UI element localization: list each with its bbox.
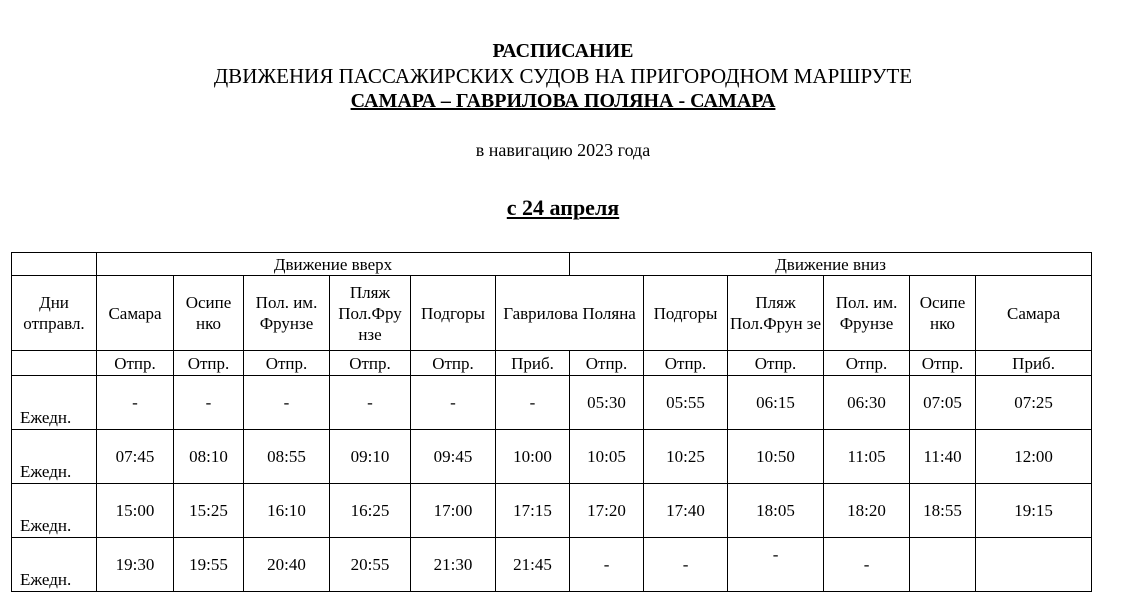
group-header-up: Движение вверх	[97, 253, 570, 276]
time-cell: 19:15	[976, 484, 1092, 538]
time-cell: 06:30	[824, 376, 910, 430]
stop-header: Пол. им. Фрунзе	[824, 276, 910, 351]
time-cell: 09:10	[330, 430, 411, 484]
time-cell: 15:00	[97, 484, 174, 538]
time-cell: -	[174, 376, 244, 430]
time-cell: 16:25	[330, 484, 411, 538]
time-cell	[976, 538, 1092, 592]
schedule-title: РАСПИСАНИЕ	[492, 40, 634, 62]
time-cell: 08:10	[174, 430, 244, 484]
time-cell: 18:20	[824, 484, 910, 538]
time-cell: 11:05	[824, 430, 910, 484]
action-header: Отпр.	[411, 351, 496, 376]
time-cell: -	[496, 376, 570, 430]
stop-header: Гаврилова Поляна	[496, 276, 644, 351]
action-header: Отпр.	[570, 351, 644, 376]
stop-header: Самара	[976, 276, 1092, 351]
action-header: Отпр.	[244, 351, 330, 376]
time-cell: 16:10	[244, 484, 330, 538]
time-cell: 06:15	[728, 376, 824, 430]
time-cell: -	[644, 538, 728, 592]
time-cell: 18:55	[910, 484, 976, 538]
time-cell: 12:00	[976, 430, 1092, 484]
stop-header: Пляж Пол.Фру нзе	[330, 276, 411, 351]
day-header: Дни отправл.	[12, 276, 97, 351]
time-cell-value: -	[772, 545, 779, 564]
action-header: Отпр.	[330, 351, 411, 376]
action-header: Отпр.	[174, 351, 244, 376]
schedule-row	[12, 430, 1092, 484]
stop-header: Самара	[97, 276, 174, 351]
time-cell: 07:45	[97, 430, 174, 484]
time-cell	[728, 538, 824, 592]
effective-date: с 24 апреля	[506, 195, 620, 220]
day-cell: Ежедн.	[12, 376, 97, 430]
time-cell: 15:25	[174, 484, 244, 538]
time-cell: 19:55	[174, 538, 244, 592]
time-cell: 07:25	[976, 376, 1092, 430]
action-header: Приб.	[496, 351, 570, 376]
time-cell	[910, 538, 976, 592]
time-cell: 17:40	[644, 484, 728, 538]
action-header-blank	[12, 351, 97, 376]
time-cell: 20:55	[330, 538, 411, 592]
stop-header: Пляж Пол.Фрун зе	[728, 276, 824, 351]
stop-header: Осипе нко	[910, 276, 976, 351]
action-header: Отпр.	[824, 351, 910, 376]
time-cell: -	[244, 376, 330, 430]
stop-header: Подгоры	[411, 276, 496, 351]
schedule-row	[12, 538, 1092, 592]
time-cell: 19:30	[97, 538, 174, 592]
schedule-row	[12, 376, 1092, 430]
time-cell: 18:05	[728, 484, 824, 538]
stop-header: Осипе нко	[174, 276, 244, 351]
time-cell: 08:55	[244, 430, 330, 484]
action-header: Отпр.	[97, 351, 174, 376]
time-cell: 10:00	[496, 430, 570, 484]
corner-cell	[12, 253, 97, 276]
time-cell: 17:20	[570, 484, 644, 538]
stop-header: Подгоры	[644, 276, 728, 351]
time-cell: 07:05	[910, 376, 976, 430]
group-header-down: Движение вниз	[570, 253, 1092, 276]
route-name: САМАРА – ГАВРИЛОВА ПОЛЯНА - САМАРА	[350, 90, 776, 112]
time-cell: 09:45	[411, 430, 496, 484]
time-cell: 10:50	[728, 430, 824, 484]
time-cell: 21:30	[411, 538, 496, 592]
time-cell: -	[824, 538, 910, 592]
time-cell: 20:40	[244, 538, 330, 592]
action-header: Отпр.	[644, 351, 728, 376]
stop-header: Пол. им. Фрунзе	[244, 276, 330, 351]
action-header: Отпр.	[910, 351, 976, 376]
schedule-table	[11, 252, 1092, 592]
action-header: Отпр.	[728, 351, 824, 376]
time-cell: 10:25	[644, 430, 728, 484]
time-cell: -	[330, 376, 411, 430]
day-cell: Ежедн.	[12, 484, 97, 538]
time-cell: 21:45	[496, 538, 570, 592]
time-cell: 17:15	[496, 484, 570, 538]
time-cell: -	[570, 538, 644, 592]
day-cell: Ежедн.	[12, 430, 97, 484]
time-cell: -	[411, 376, 496, 430]
schedule-subtitle: ДВИЖЕНИЯ ПАССАЖИРСКИХ СУДОВ НА ПРИГОРОДНОМ МАРШРУТЕ	[213, 64, 913, 88]
day-cell: Ежедн.	[12, 538, 97, 592]
action-header: Приб.	[976, 351, 1092, 376]
time-cell: 05:30	[570, 376, 644, 430]
time-cell: 17:00	[411, 484, 496, 538]
time-cell: -	[97, 376, 174, 430]
time-cell: 10:05	[570, 430, 644, 484]
time-cell: 11:40	[910, 430, 976, 484]
time-cell: 05:55	[644, 376, 728, 430]
navigation-season: в навигацию 2023 года	[475, 140, 651, 160]
schedule-row	[12, 484, 1092, 538]
